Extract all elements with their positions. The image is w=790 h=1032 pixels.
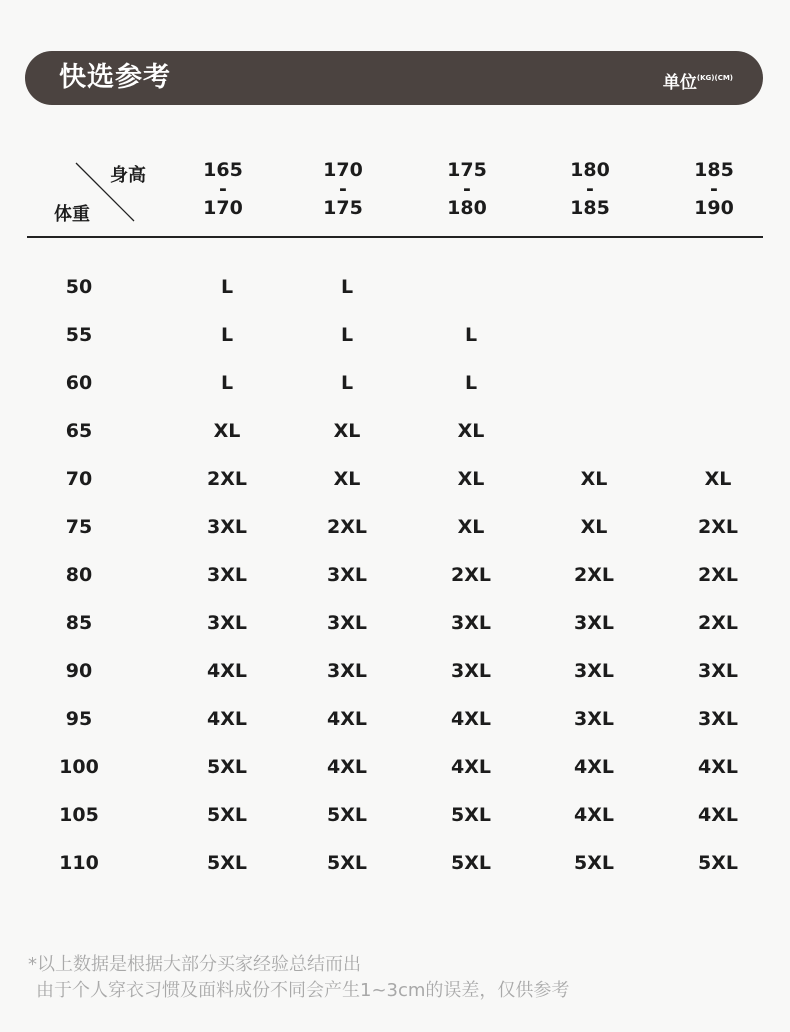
table-row [0, 455, 790, 503]
height-axis-label: 身高 [110, 165, 146, 186]
height-range-bottom: 190 [694, 197, 734, 219]
table-row [0, 551, 790, 599]
height-range-bottom: 175 [323, 197, 363, 219]
size-cell: 3XL [327, 660, 367, 682]
size-cell: XL [457, 516, 485, 538]
footnote-line-2: 由于个人穿衣习惯及面料成份不同会产生1~3cm的误差，仅供参考 [36, 980, 570, 1001]
size-cell: XL [580, 468, 608, 490]
size-cell: 4XL [698, 804, 738, 826]
size-cell: L [220, 324, 234, 346]
size-cell: XL [580, 516, 608, 538]
size-cell: 5XL [451, 852, 491, 874]
page-title: 快选参考 [59, 62, 171, 93]
weight-cell: 85 [65, 612, 93, 634]
weight-cell: 90 [65, 660, 93, 682]
size-cell: 4XL [207, 708, 247, 730]
size-cell: 3XL [451, 612, 491, 634]
size-cell: 5XL [207, 852, 247, 874]
weight-cell: 60 [65, 372, 93, 394]
height-range-top: 165 [203, 159, 243, 181]
height-range-top: 185 [694, 159, 734, 181]
size-cell: 5XL [327, 804, 367, 826]
size-cell: 5XL [574, 852, 614, 874]
size-cell: 4XL [207, 660, 247, 682]
size-cell: 2XL [698, 564, 738, 586]
size-cell: XL [457, 420, 485, 442]
size-cell: 4XL [327, 756, 367, 778]
table-row [0, 839, 790, 887]
size-cell: 2XL [698, 516, 738, 538]
table-row [0, 503, 790, 551]
height-range-sep: - [586, 178, 594, 200]
weight-cell: 50 [65, 276, 93, 298]
height-range-sep: - [219, 178, 227, 200]
size-cell: 3XL [574, 708, 614, 730]
size-cell: 4XL [574, 756, 614, 778]
weight-cell: 70 [65, 468, 93, 490]
size-cell: 4XL [698, 756, 738, 778]
table-row [0, 407, 790, 455]
height-range-top: 180 [570, 159, 610, 181]
unit-superscript: (KG)(CM) [696, 74, 733, 82]
size-cell: XL [213, 420, 241, 442]
size-cell: 3XL [451, 660, 491, 682]
height-range-sep: - [339, 178, 347, 200]
size-cell: 2XL [451, 564, 491, 586]
weight-cell: 65 [65, 420, 93, 442]
weight-axis-label: 体重 [54, 204, 90, 225]
size-cell: 5XL [327, 852, 367, 874]
footnote-line-1: *以上数据是根据大部分买家经验总结而出 [28, 954, 361, 975]
height-range-top: 175 [447, 159, 487, 181]
unit-indicator [663, 51, 733, 110]
unit-label: 单位 [662, 73, 697, 93]
size-cell: 2XL [327, 516, 367, 538]
weight-cell: 100 [59, 756, 99, 778]
table-corner-header [48, 155, 148, 227]
weight-cell: 95 [65, 708, 93, 730]
table-row [0, 791, 790, 839]
header-divider [27, 236, 763, 238]
size-cell: 5XL [698, 852, 738, 874]
size-cell: 3XL [207, 612, 247, 634]
weight-cell: 80 [65, 564, 93, 586]
size-cell: XL [704, 468, 732, 490]
height-range-sep: - [710, 178, 718, 200]
weight-cell: 105 [59, 804, 99, 826]
height-column-header [298, 160, 388, 218]
size-cell: 4XL [451, 708, 491, 730]
height-column-header [422, 160, 512, 218]
size-cell: 3XL [574, 612, 614, 634]
table-row [0, 359, 790, 407]
height-range-sep: - [463, 178, 471, 200]
size-cell: 3XL [327, 564, 367, 586]
height-range-bottom: 170 [203, 197, 243, 219]
height-column-header [669, 160, 759, 218]
height-column-header [545, 160, 635, 218]
table-row [0, 647, 790, 695]
table-row [0, 311, 790, 359]
size-cell: 3XL [207, 516, 247, 538]
size-cell: L [340, 324, 354, 346]
table-row [0, 599, 790, 647]
size-cell: XL [333, 468, 361, 490]
size-cell: L [464, 324, 478, 346]
size-cell: 5XL [207, 756, 247, 778]
size-cell: 5XL [207, 804, 247, 826]
size-cell: 3XL [207, 564, 247, 586]
size-cell: L [340, 276, 354, 298]
size-cell: L [220, 276, 234, 298]
size-cell: 3XL [327, 612, 367, 634]
height-range-bottom: 180 [447, 197, 487, 219]
weight-cell: 55 [65, 324, 93, 346]
size-cell: 3XL [698, 660, 738, 682]
header-bar [25, 51, 763, 105]
size-cell: 3XL [698, 708, 738, 730]
size-cell: 2XL [574, 564, 614, 586]
size-cell: XL [457, 468, 485, 490]
size-cell: 4XL [451, 756, 491, 778]
height-column-header [178, 160, 268, 218]
size-cell: 2XL [698, 612, 738, 634]
size-cell: 4XL [574, 804, 614, 826]
size-cell: L [340, 372, 354, 394]
size-cell: L [464, 372, 478, 394]
table-row [0, 695, 790, 743]
footnote [28, 952, 569, 1004]
size-cell: XL [333, 420, 361, 442]
table-row [0, 263, 790, 311]
weight-cell: 110 [59, 852, 99, 874]
table-row [0, 743, 790, 791]
weight-cell: 75 [65, 516, 93, 538]
size-cell: L [220, 372, 234, 394]
size-cell: 4XL [327, 708, 367, 730]
size-cell: 3XL [574, 660, 614, 682]
height-range-top: 170 [323, 159, 363, 181]
size-cell: 5XL [451, 804, 491, 826]
height-range-bottom: 185 [570, 197, 610, 219]
size-cell: 2XL [207, 468, 247, 490]
